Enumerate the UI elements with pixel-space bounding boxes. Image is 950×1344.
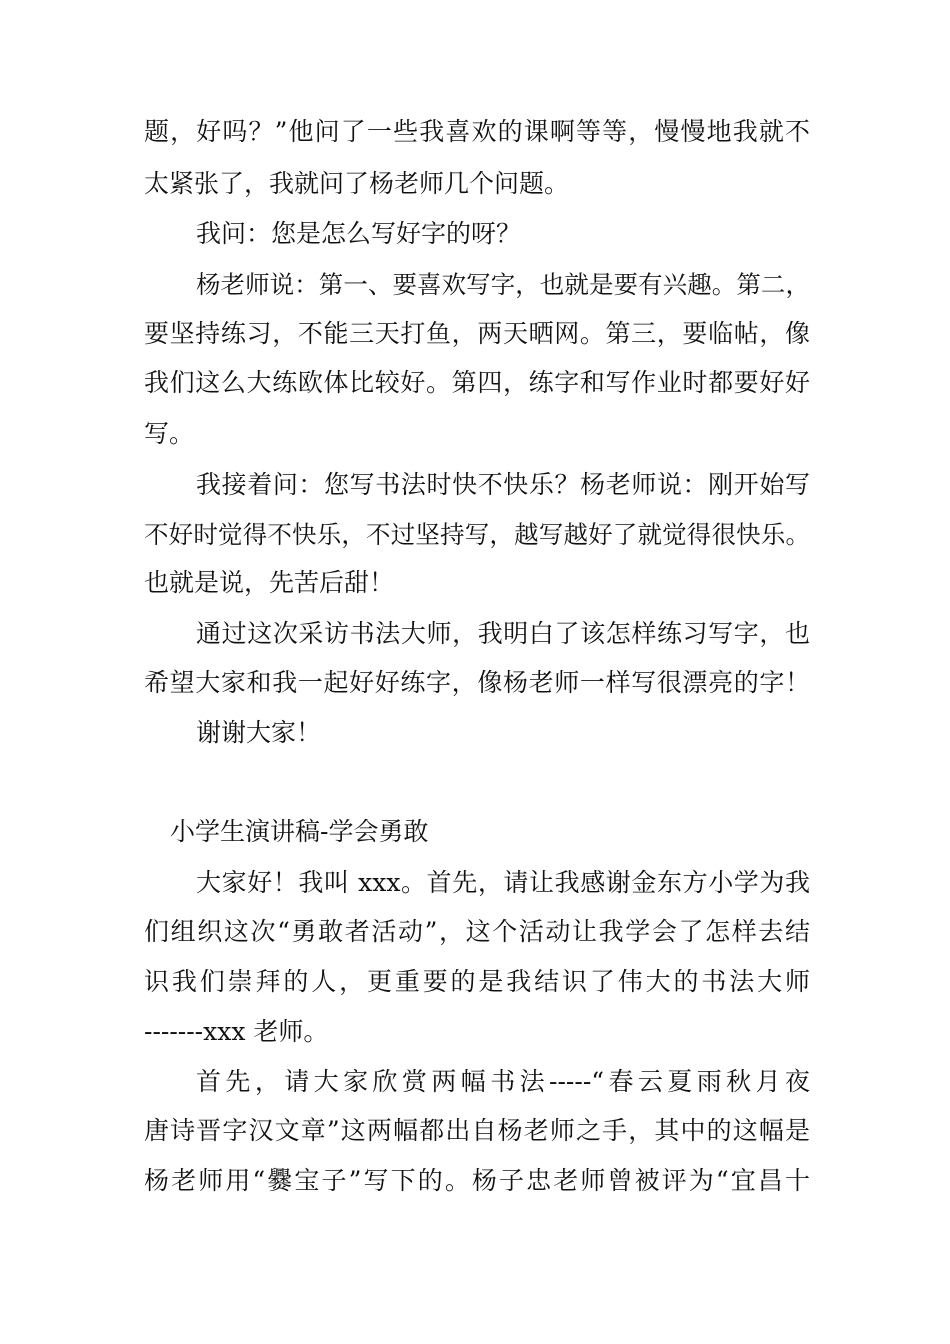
paragraph-line: 希望大家和我一起好好练字，像杨老师一样写很漂亮的字！ [144,668,810,697]
paragraph-line: 我问：您是怎么写好字的呀？ [196,219,522,248]
paragraph-line: 也就是说，先苦后甜！ [144,568,395,597]
paragraph-line: 我接着问：您写书法时快不快乐？杨老师说：刚开始写 [196,470,810,499]
paragraph-line: 杨老师用“爨宝子”写下的。杨子忠老师曾被评为“宜昌十 [144,1166,810,1195]
paragraph-line: 题，好吗？”他问了一些我喜欢的课啊等等，慢慢地我就不 [144,117,810,146]
paragraph-line: 要坚持练习，不能三天打鱼，两天晒网。第三，要临帖，像 [144,319,810,348]
paragraph-line: 太紧张了，我就问了杨老师几个问题。 [144,169,570,198]
paragraph-line: 们组织这次“勇敢者活动”，这个活动让我学会了怎样去结 [144,917,810,946]
paragraph-line: 唐诗晋字汉文章”这两幅都出自杨老师之手，其中的这幅是 [144,1116,810,1145]
paragraph-line: 通过这次采访书法大师，我明白了该怎样练习写字，也 [196,619,810,648]
paragraph-line: 谢谢大家！ [196,718,322,747]
paragraph-line: 识我们崇拜的人，更重要的是我结识了伟大的书法大师 [144,967,810,996]
paragraph-line: 我们这么大练欧体比较好。第四，练字和写作业时都要好好 [144,368,810,397]
paragraph-line: 写。 [144,419,195,448]
paragraph-line: 不好时觉得不快乐，不过坚持写，越写越好了就觉得很快乐。 [144,520,810,549]
paragraph-line: 大家好！我叫 xxx。首先，请让我感谢金东方小学为我 [196,868,810,897]
section-heading: 小学生演讲稿-学会勇敢 [170,817,429,846]
paragraph-line: -------xxx 老师。 [144,1017,329,1046]
paragraph-line: 杨老师说：第一、要喜欢写字，也就是要有兴趣。第二， [196,270,810,299]
paragraph-line: 首先，请大家欣赏两幅书法-----“春云夏雨秋月夜 [196,1067,810,1096]
